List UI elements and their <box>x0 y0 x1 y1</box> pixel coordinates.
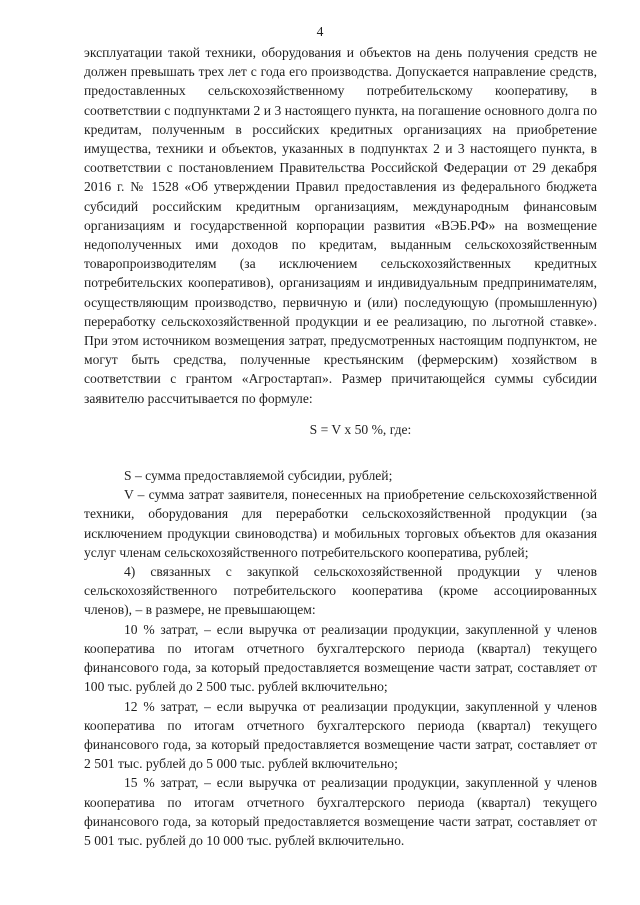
paragraph-continuation: эксплуатации такой техники, оборудования и объектов на день получения средств не должен превышать трех лет с года его производства. Допускается направление средств, предоставленных сельскохозяйственному потребительскому кооперативу, в соответствии с подпунктами 2 и 3 настоящего пункта, на погашение основного долга по кредитам, полученным в российских кредитных организациях на приобретение имущества, техники и объектов, указанных в подпунктах 2 и 3 настоящего пункта, в соответствии с постановлением Правительства Российской Федерации от 29 декабря 2016 г. № 1528 «Об утверждении Правил предоставления из федерального бюджета субсидий российским кредитным организациям, международным финансовым организациям и государственной корпорации развития «ВЭБ.РФ» на возмещение недополученных ими доходов по кредитам, выданным сельскохозяйственным товаропроизводителям (за исключением сельскохозяйственных кредитных потребительских кооперативов), организациям и индивидуальным предпринимателям, осуществляющим производство, первичную и (или) последующую (промышленную) переработку сельскохозяйственной продукции и ее реализацию, по льготной ставке». При этом источником возмещения затрат, предусмотренных настоящим подпунктом, не могут быть средства, полученные крестьянским (фермерским) хозяйством в соответствии с грантом «Агростартап». Размер причитающейся суммы субсидии заявителю рассчитывается по формуле: <box>84 45 597 406</box>
paragraph-v-definition: V – сумма затрат заявителя, понесенных на приобретение сельскохозяйственной техники, оборудования для переработки сельскохозяйственной продукции (за исключением продукции свиноводства) и мобильных торговых объектов для оказания услуг членам сельскохозяйственного потребительского кооператива, рублей; <box>84 487 597 560</box>
document-body <box>84 43 597 850</box>
paragraph-rate-15: 15 % затрат, – если выручка от реализации продукции, закупленной у членов кооператива по итогам отчетного бухгалтерского периода (квартал) текущего финансового года, за который предоставляется возмещение части затрат, составляет от 5 001 тыс. рублей до 10 000 тыс. рублей включительно. <box>84 775 597 848</box>
paragraph-rate-12: 12 % затрат, – если выручка от реализации продукции, закупленной у членов кооператива по итогам отчетного бухгалтерского периода (квартал) текущего финансового года, за который предоставляется возмещение части затрат, составляет от 2 501 тыс. рублей до 5 000 тыс. рублей включительно; <box>84 698 597 772</box>
paragraph-s-definition: S – сумма предоставляемой субсидии, рублей; <box>124 468 393 484</box>
subsidy-formula: S = V x 50 %, где: <box>309 421 412 437</box>
paragraph-rate-10: 10 % затрат, – если выручка от реализации продукции, закупленной у членов кооператива по итогам отчетного бухгалтерского периода (квартал) текущего финансового года, за который предоставляется возмещение части затрат, составляет от 100 тыс. рублей до 2 500 тыс. рублей включительно; <box>84 621 597 695</box>
page-number: 4 <box>316 24 324 39</box>
paragraph-item-4: 4) связанных с закупкой сельскохозяйственной продукции у членов сельскохозяйственного потребительского кооператива (кроме ассоциированных членов), – в размере, не превышающем: <box>84 564 597 618</box>
